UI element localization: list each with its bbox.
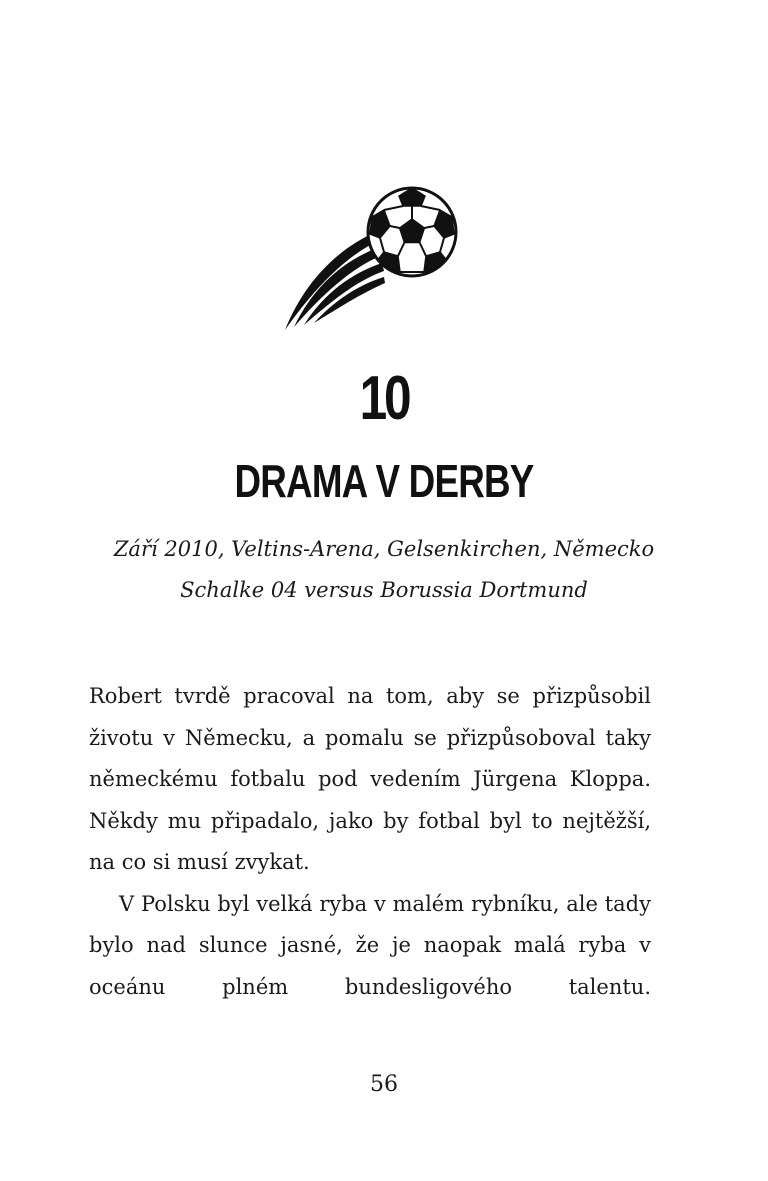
paragraph: Robert tvrdě pracoval na tom, aby se přizpůsobil životu v Německu, a pomalu se přizpůsoboval taky německému fotbalu pod vedením Jürgena Kloppa. Někdy mu připadalo, jako by fotbal byl to nejtěžší, na co si musí zvykat. bbox=[89, 684, 651, 874]
chapter-illustration bbox=[280, 185, 460, 335]
body-text bbox=[89, 676, 651, 1008]
chapter-title: DRAMA V DERBY bbox=[234, 455, 534, 507]
chapter-subtitle-match: Schalke 04 versus Borussia Dortmund bbox=[180, 578, 588, 602]
chapter-number: 10 bbox=[359, 364, 409, 433]
page-number: 56 bbox=[370, 1072, 398, 1097]
soccer-ball-icon bbox=[280, 185, 460, 335]
chapter-subtitle-date-place: Září 2010, Veltins-Arena, Gelsenkirchen, Německo bbox=[113, 537, 655, 561]
paragraph: V Polsku byl velká ryba v malém rybníku, ale tady bylo nad slunce jasné, že je naopak malá ryba v oceánu plném bundesligového talentu. bbox=[89, 891, 651, 999]
